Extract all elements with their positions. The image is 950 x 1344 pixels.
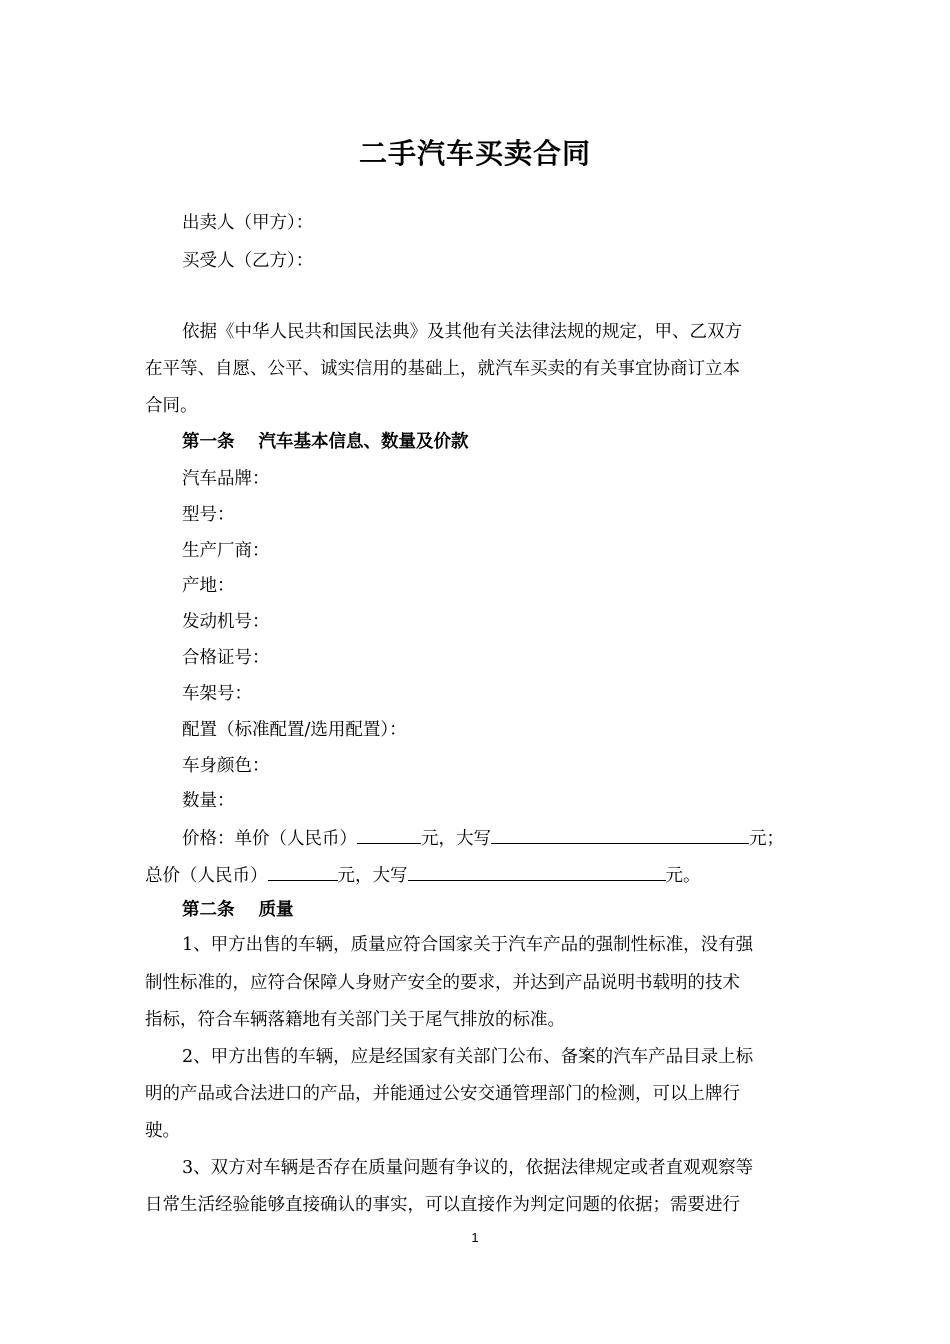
article2-number: 第二条 — [182, 900, 235, 920]
clause1-line-1: 1、甲方出售的车辆，质量应符合国家关于汽车产品的强制性标准，没有强 — [182, 935, 754, 955]
clause1-line-3: 指标，符合车辆落籍地有关部门关于尾气排放的标准。 — [145, 1010, 565, 1030]
unit-price-yuan: 元，大写 — [421, 829, 491, 849]
seller-line: 出卖人（甲方）： — [182, 213, 314, 233]
field-color: 车身颜色： — [182, 756, 270, 776]
article1-heading — [182, 430, 469, 454]
field-config: 配置（标准配置/选用配置）： — [182, 720, 407, 740]
buyer-line: 买受人（乙方）： — [182, 251, 314, 271]
unit-price-line — [182, 825, 784, 851]
document-title: 二手汽车买卖合同 — [358, 137, 591, 170]
field-engine-no: 发动机号： — [182, 612, 270, 632]
clause2-line-3: 驶。 — [145, 1121, 180, 1141]
unit-price-words-blank[interactable] — [491, 825, 749, 844]
total-price-line — [145, 862, 701, 888]
unit-price-blank[interactable] — [357, 825, 421, 844]
preamble-line-3: 合同。 — [145, 396, 198, 416]
field-origin: 产地： — [182, 576, 235, 596]
field-quantity: 数量： — [182, 791, 235, 811]
field-model: 型号： — [182, 505, 235, 525]
total-price-words-blank[interactable] — [408, 862, 666, 881]
field-certificate-no: 合格证号： — [182, 648, 270, 668]
clause3-line-1: 3、双方对车辆是否存在质量问题有争议的，依据法律规定或者直观观察等 — [182, 1158, 754, 1178]
clause1-line-2: 制性标准的，应符合保障人身财产安全的要求，并达到产品说明书载明的技术 — [145, 973, 740, 993]
field-frame-no: 车架号： — [182, 684, 252, 704]
total-price-prefix: 总价（人民币） — [145, 866, 268, 886]
clause2-line-2: 明的产品或合法进口的产品，并能通过公安交通管理部门的检测，可以上牌行 — [145, 1084, 740, 1104]
preamble-line-1: 依据《中华人民共和国民法典》及其他有关法律法规的规定，甲、乙双方 — [182, 322, 742, 342]
preamble-line-2: 在平等、自愿、公平、诚实信用的基础上，就汽车买卖的有关事宜协商订立本 — [145, 359, 740, 379]
article1-number: 第一条 — [182, 432, 235, 452]
clause3-line-2: 日常生活经验能够直接确认的事实，可以直接作为判定问题的依据；需要进行 — [145, 1195, 740, 1215]
article2-heading — [182, 898, 294, 922]
field-manufacturer: 生产厂商： — [182, 541, 270, 561]
article1-title: 汽车基本信息、数量及价款 — [258, 432, 469, 452]
clause2-line-1: 2、甲方出售的车辆，应是经国家有关部门公布、备案的汽车产品目录上标 — [182, 1047, 754, 1067]
total-price-blank[interactable] — [268, 862, 338, 881]
unit-price-end: 元； — [749, 829, 784, 849]
field-brand: 汽车品牌： — [182, 469, 270, 489]
total-price-yuan: 元，大写 — [337, 866, 408, 886]
unit-price-prefix: 价格：单价（人民币） — [182, 829, 357, 849]
total-price-end: 元。 — [665, 866, 701, 886]
article2-title: 质量 — [258, 900, 294, 920]
page-number: 1 — [471, 1230, 479, 1245]
